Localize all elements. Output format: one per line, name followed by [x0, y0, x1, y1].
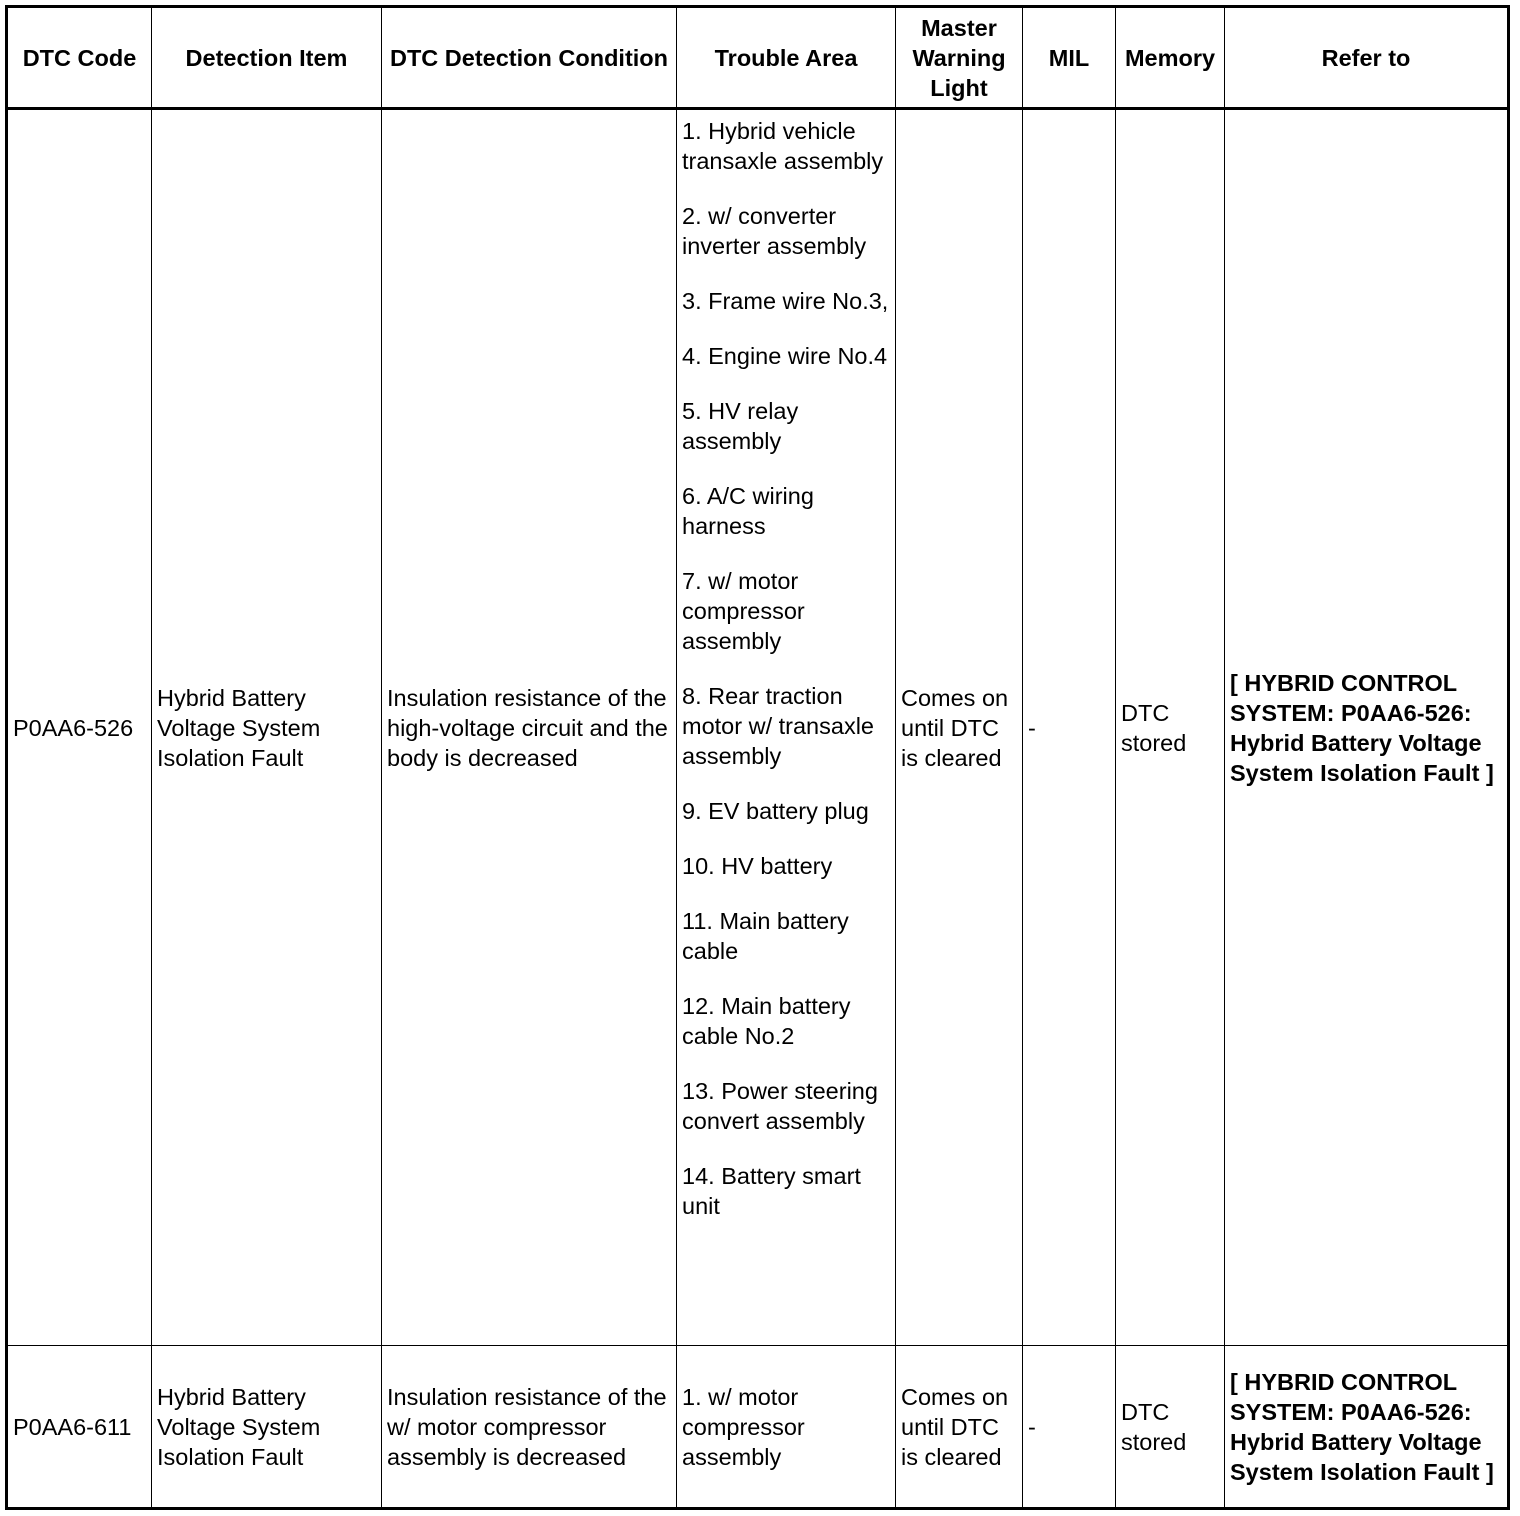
trouble-area-item: 9. EV battery plug [682, 798, 869, 824]
dtc-code-cell: P0AA6-526 [7, 109, 152, 1346]
memory-cell: DTC stored [1116, 1346, 1225, 1509]
header-trouble-area: Trouble Area [677, 7, 896, 109]
trouble-area-cell [677, 109, 896, 1346]
refer-to-cell: [ HYBRID CONTROL SYSTEM: P0AA6-526: Hybrid Battery Voltage System Isolation Fault ] [1225, 1346, 1509, 1509]
master-warning-light-cell: Comes on until DTC is cleared [896, 1346, 1023, 1509]
header-mil: MIL [1023, 7, 1116, 109]
trouble-area-item: 1. Hybrid vehicle transaxle assembly [682, 118, 884, 174]
trouble-area-cell [677, 1346, 896, 1509]
trouble-area-item: 8. Rear traction motor w/ transaxle assembly [682, 683, 874, 769]
detection-condition-cell: Insulation resistance of the high-voltage circuit and the body is decreased [382, 109, 677, 1346]
memory-cell: DTC stored [1116, 109, 1225, 1346]
dtc-code-cell: P0AA6-611 [7, 1346, 152, 1509]
refer-to-cell: [ HYBRID CONTROL SYSTEM: P0AA6-526: Hybrid Battery Voltage System Isolation Fault ] [1225, 109, 1509, 1346]
header-detection-condition: DTC Detection Condition [382, 7, 677, 109]
detection-item-cell: Hybrid Battery Voltage System Isolation Fault [152, 1346, 382, 1509]
trouble-area-item: 4. Engine wire No.4 [682, 343, 888, 369]
trouble-area-item: 12. Main battery cable No.2 [682, 993, 851, 1049]
header-row [7, 7, 1509, 109]
trouble-area-item: 1. w/ motor compressor assembly [682, 1383, 805, 1470]
detection-item-cell: Hybrid Battery Voltage System Isolation Fault [152, 109, 382, 1346]
trouble-area-item: 11. Main battery cable [682, 908, 849, 964]
trouble-area-item: 7. w/ motor compressor assembly [682, 568, 805, 654]
trouble-area-item: 2. w/ converter inverter assembly [682, 203, 867, 259]
header-memory: Memory [1116, 7, 1225, 109]
header-master-warning-light: Master Warning Light [896, 7, 1023, 109]
mil-cell: - [1023, 109, 1116, 1346]
trouble-area-item: 10. HV battery [682, 853, 833, 879]
mil-cell: - [1023, 1346, 1116, 1509]
dtc-table [5, 5, 1510, 1510]
table-row [7, 109, 1509, 1346]
header-detection-item: Detection Item [152, 7, 382, 109]
table-row [7, 1346, 1509, 1509]
header-dtc-code: DTC Code [7, 7, 152, 109]
trouble-area-item: 14. Battery smart unit [682, 1163, 861, 1219]
trouble-area-item: 3. Frame wire No.3, [682, 288, 889, 314]
detection-condition-cell: Insulation resistance of the w/ motor compressor assembly is decreased [382, 1346, 677, 1509]
master-warning-light-cell: Comes on until DTC is cleared [896, 109, 1023, 1346]
trouble-area-item: 6. A/C wiring harness [682, 483, 814, 539]
header-refer-to: Refer to [1225, 7, 1509, 109]
trouble-area-item: 13. Power steering convert assembly [682, 1078, 878, 1134]
trouble-area-item: 5. HV relay assembly [682, 398, 799, 454]
